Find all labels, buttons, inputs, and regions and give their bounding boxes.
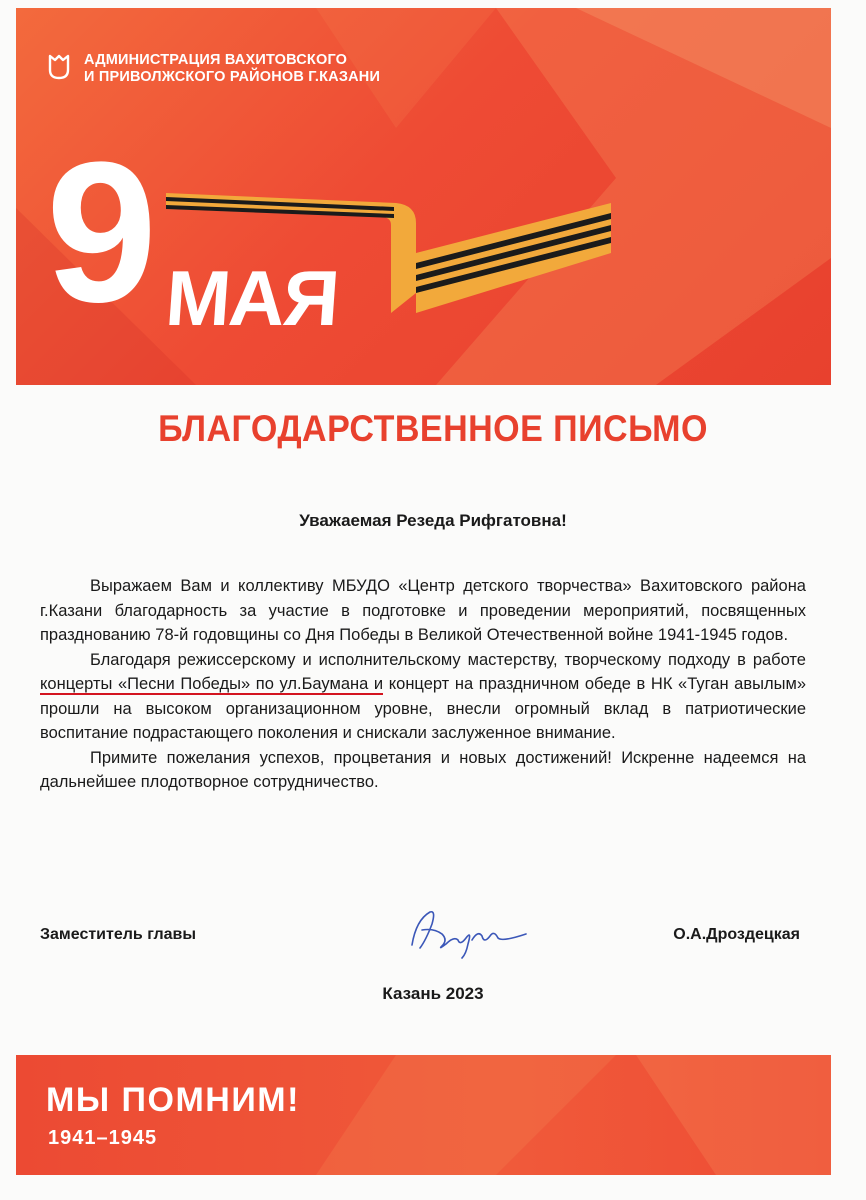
- organization-block: [48, 52, 380, 86]
- footer-banner: [16, 1055, 831, 1175]
- header-banner: [16, 8, 831, 385]
- paragraph-2: [40, 648, 806, 746]
- organization-name: [84, 52, 380, 86]
- signer-position: Заместитель главы: [40, 926, 197, 943]
- tulip-logo-icon: [48, 54, 70, 80]
- underlined-concerts: концерты «Песни Победы» по ул.Баумана и: [40, 675, 384, 693]
- letter-greeting: Уважаемая Резеда Рифгатовна!: [299, 511, 567, 530]
- signer-name: О.А.Дроздецкая: [673, 926, 800, 943]
- organization-line-1: АДМИНИСТРАЦИЯ ВАХИТОВСКОГО: [84, 52, 348, 68]
- letter-title: БЛАГОДАРСТВЕННОЕ ПИСЬМО: [158, 408, 708, 449]
- date-month: МАЯ: [162, 254, 341, 342]
- place-and-year: Казань 2023: [382, 984, 484, 1003]
- handwritten-signature: [402, 900, 532, 960]
- footer-years: 1941–1945: [48, 1127, 158, 1149]
- paragraph-2-end: концерт на праздничном обеде в НК «Туган авылым» прошли на высоком организационном уровне, внесли огромный вклад в патриотические воспитание подрастающего поколения и снискали заслуженное внимание.: [40, 675, 806, 742]
- paragraph-1: Выражаем Вам и коллективу МБУДО «Центр детского творчества» Вахитовского района г.Казани благодарность за участие в подготовке и проведении мероприятий, посвященных празднованию 78-й годовщины со Дня Победы в Великой Отечественной войне 1941-1945 годов.: [40, 577, 806, 644]
- date-number: 9: [46, 121, 152, 344]
- paragraph-3: Примите пожелания успехов, процветания и новых достижений! Искренне надеемся на дальнейшее плодотворное сотрудничество.: [40, 748, 806, 791]
- paragraph-2-start: Благодаря режиссерскому и исполнительскому мастерству, творческому подходу в работе: [90, 650, 806, 669]
- organization-line-2: И ПРИВОЛЖСКОГО РАЙОНОВ Г.КАЗАНИ: [84, 69, 381, 85]
- footer-slogan: МЫ ПОМНИМ!: [46, 1081, 300, 1119]
- letter-body: [40, 574, 806, 795]
